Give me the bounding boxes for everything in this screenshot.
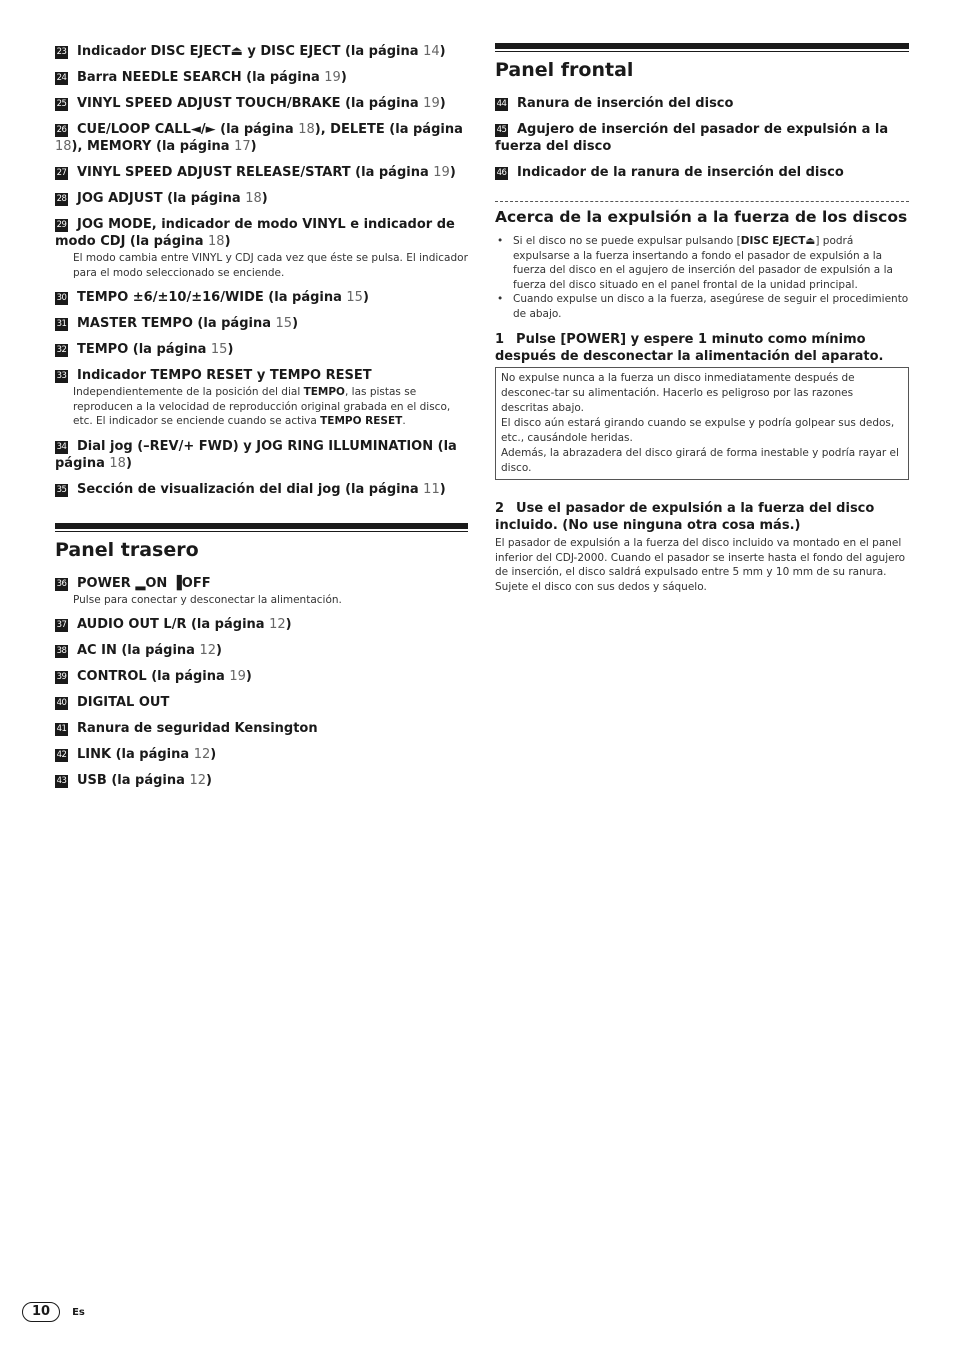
list-item: 23 Indicador DISC EJECT⏏ y DISC EJECT (la página 14) [56,44,446,59]
step-description: El pasador de expulsión a la fuerza del disco incluido va montado en el panel inferior del CDJ-2000. Cuando el pasador se inserte hasta el fondo del agujero de inserción, el disco saldrá expulsado entre 5 mm y 10 mm de su ranura. Sujete el disco con sus dedos y sáquelo. [495,537,906,593]
left-column [55,43,468,798]
list-item: 26 CUE/LOOP CALL◄/► (la página 18), DELETE (la página 18), MEMORY (la página 17) [55,122,463,154]
item-description: Independientemente de la posición del dial TEMPO, las pistas se reproducen a la velocidad de reproducción original grabada en el disco, etc. El indicador se enciende cuando se activa TEMPO RESET. [73,386,451,427]
list-item: 27 VINYL SPEED ADJUST RELEASE/START (la página 19) [56,165,456,180]
page-number: 10 [22,1302,60,1322]
list-item: 30 TEMPO ±6/±10/±16/WIDE (la página 15) [56,290,369,305]
list-item: 31 MASTER TEMPO (la página 15) [56,316,299,331]
list-item: 25 VINYL SPEED ADJUST TOUCH/BRAKE (la página 19) [56,96,446,111]
list-item: 39 CONTROL (la página 19) [56,669,252,684]
list-item: 43 USB (la página 12) [56,773,212,788]
list-item: 38 AC IN (la página 12) [56,643,222,658]
list-item: 41 Ranura de seguridad Kensington [56,721,318,736]
list-item: 46 Indicador de la ranura de inserción del disco [496,165,844,180]
subsection-title: Acerca de la expulsión a la fuerza de los discos [495,208,908,226]
list-item: 40 DIGITAL OUT [56,695,170,710]
list-item: 35 Sección de visualización del dial jog (la página 11) [56,481,446,497]
dashed-divider [495,201,909,202]
right-column [495,43,909,594]
step-heading: 2 Use el pasador de expulsión a la fuerza del disco incluido. (No use ninguna otra cosa más.) [495,501,875,533]
list-item: 45 Agujero de inserción del pasador de expulsión a la fuerza del disco [495,122,889,154]
section-title-front-panel: Panel frontal [495,59,634,81]
page-footer [22,1302,85,1322]
list-item: 33 Indicador TEMPO RESET y TEMPO RESET Independientemente de la posición del dial TEMPO, las pistas se reproducen a la velocidad de reproducción original grabada en el disco, etc. El indicador se enciende cuando se activa TEMPO RESET. [55,367,468,429]
warning-box: No expulse nunca a la fuerza un disco inmediatamente después de desconec-tar su alimentación. Hacerlo es peligroso por las razones descritas abajo. El disco aún estará girando cuando se expulse y podría golpear sus dedos, etc., causándole heridas. Además, la abrazadera del disco girará de forma inestable y podría rayar el disco. [495,367,909,480]
list-item: 42 LINK (la página 12) [56,747,217,762]
bullet-item: • Cuando expulse un disco a la fuerza, asegúrese de seguir el procedimiento de abajo. [495,292,909,321]
step-heading: 1 Pulse [POWER] y espere 1 minuto como mínimo después de desconectar la alimentación del aparato. [495,332,884,364]
section-divider [495,43,909,49]
list-item: 44 Ranura de inserción del disco [496,96,734,111]
list-item: 24 Barra NEEDLE SEARCH (la página 19) [56,70,347,85]
list-item: 32 TEMPO (la página 15) [56,342,234,357]
item-description: Pulse para conectar y desconectar la alimentación. [73,593,342,606]
bullet-item: • Si el disco no se puede expulsar pulsando [DISC EJECT⏏] podrá expulsarse a la fuerza insertando a fondo el pasador de expulsión a la fuerza del disco en el agujero de inserción del pasador de expulsión a la fuerza del disco situado en el panel frontal de la unidad principal. [495,234,909,292]
bullet-list [495,234,909,321]
list-item: 37 AUDIO OUT L/R (la página 12) [56,617,292,632]
list-item: 28 JOG ADJUST (la página 18) [56,191,268,206]
list-item: 34 Dial jog (–REV/+ FWD) y JOG RING ILLUMINATION (la página 18) [55,438,457,471]
item-description: El modo cambia entre VINYL y CDJ cada vez que éste se pulsa. El indicador para el modo seleccionado se enciende. [73,252,468,279]
list-item: 29 JOG MODE, indicador de modo VINYL e indicador de modo CDJ (la página 18) El modo cambia entre VINYL y CDJ cada vez que éste se pulsa. El indicador para el modo seleccionado se enciende. [55,217,468,279]
language-code: Es [72,1307,85,1318]
section-title-rear-panel: Panel trasero [55,538,199,561]
section-divider [55,523,468,529]
list-item: 36 POWER ▂ON ▐OFF Pulse para conectar y desconectar la alimentación. [55,575,468,608]
